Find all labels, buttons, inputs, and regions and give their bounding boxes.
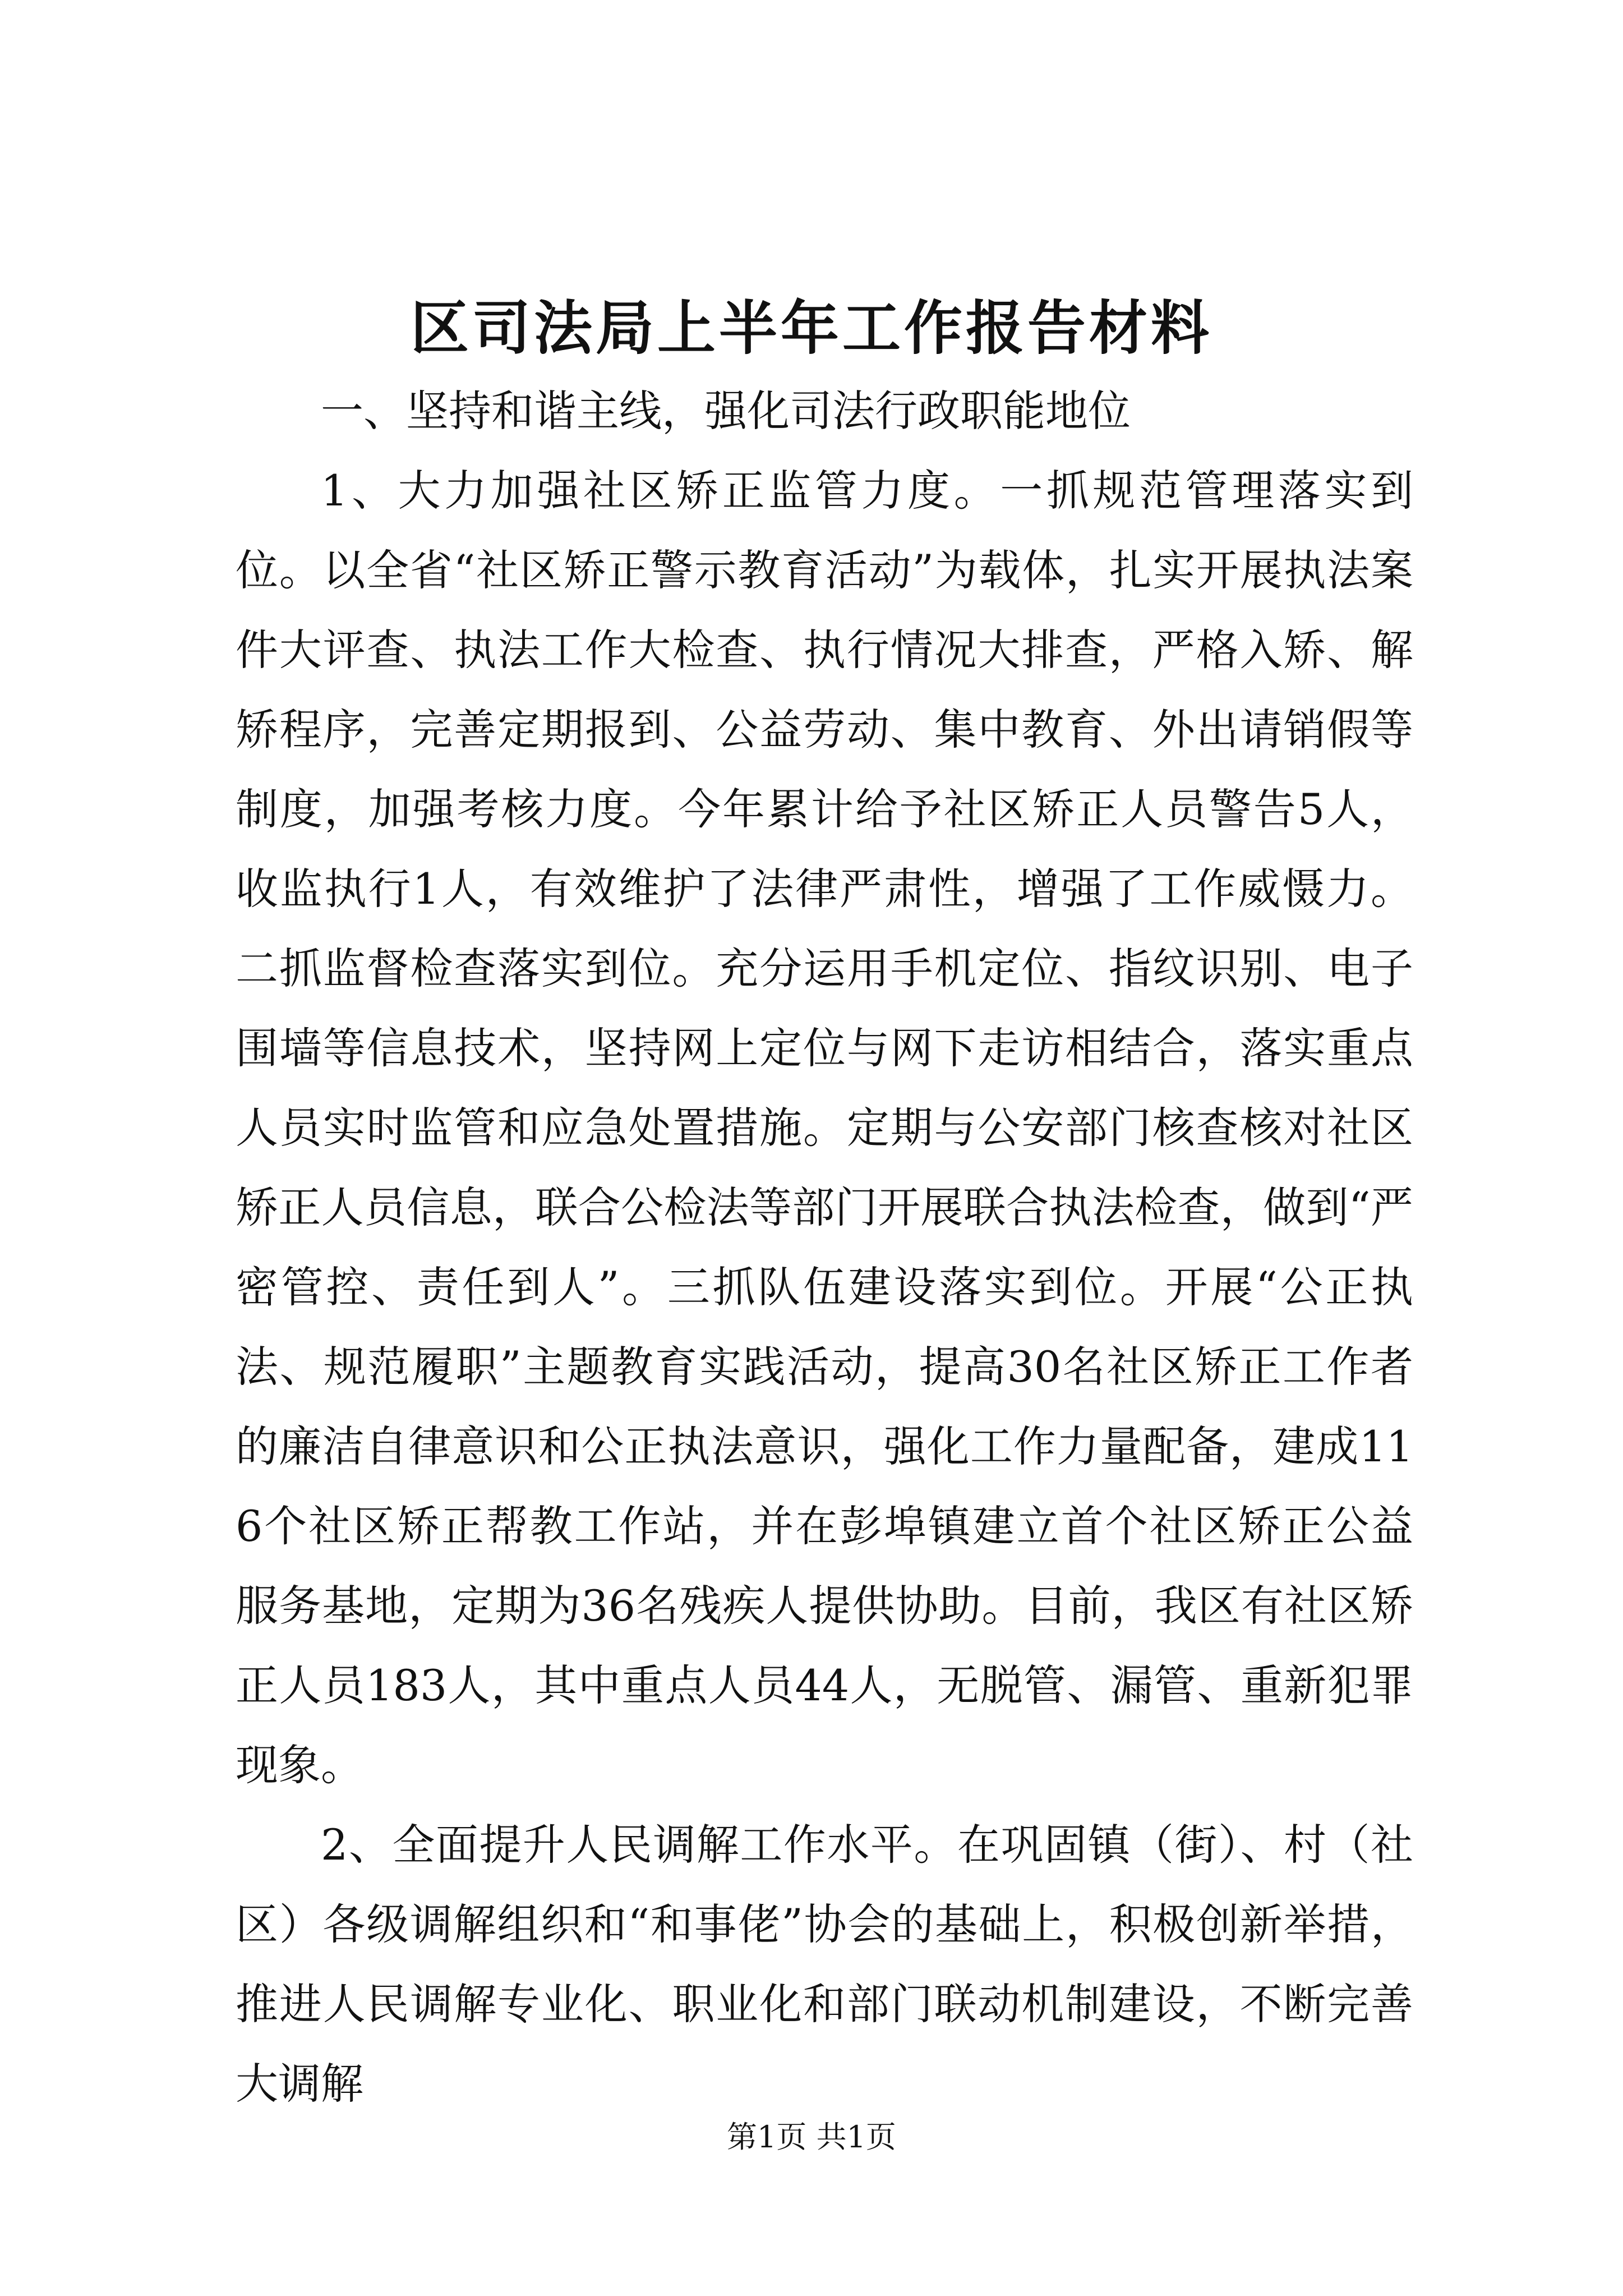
- body-paragraph-1: 1、大力加强社区矫正监管力度。一抓规范管理落实到位。以全省“社区矫正警示教育活动”为载体，扎实开展执法案件大评查、执法工作大检查、执行情况大排查，严格入矫、解矫程序，完善定期报到、公益劳动、集中教育、外出请销假等制度，加强考核力度。今年累计给予社区矫正人员警告5人，收监执行1人，有效维护了法律严肃性，增强了工作威慑力。二抓监督检查落实到位。充分运用手机定位、指纹识别、电子围墙等信息技术，坚持网上定位与网下走访相结合，落实重点人员实时监管和应急处置措施。定期与公安部门核查核对社区矫正人员信息，联合公检法等部门开展联合执法检查，做到“严密管控、责任到人”。三抓队伍建设落实到位。开展“公正执法、规范履职”主题教育实践活动，提高30名社区矫正工作者的廉洁自律意识和公正执法意识，强化工作力量配备，建成116个社区矫正帮教工作站，并在彭埠镇建立首个社区矫正公益服务基地，定期为36名残疾人提供协助。目前，我区有社区矫正人员183人，其中重点人员44人，无脱管、漏管、重新犯罪现象。: [236, 466, 1413, 1790]
- document-body: [236, 371, 1413, 2124]
- page-footer: 第1页 共1页: [727, 2119, 896, 2155]
- document-title: 区司法局上半年工作报告材料: [410, 293, 1212, 362]
- section-heading: 一、坚持和谐主线，强化司法行政职能地位: [321, 386, 1131, 436]
- body-paragraph-2: 2、全面提升人民调解工作水平。在巩固镇（街）、村（社区）各级调解组织和“和事佬”协会的基础上，积极创新举措，推进人民调解专业化、职业化和部门联动机制建设，不断完善大调解: [236, 1820, 1413, 2109]
